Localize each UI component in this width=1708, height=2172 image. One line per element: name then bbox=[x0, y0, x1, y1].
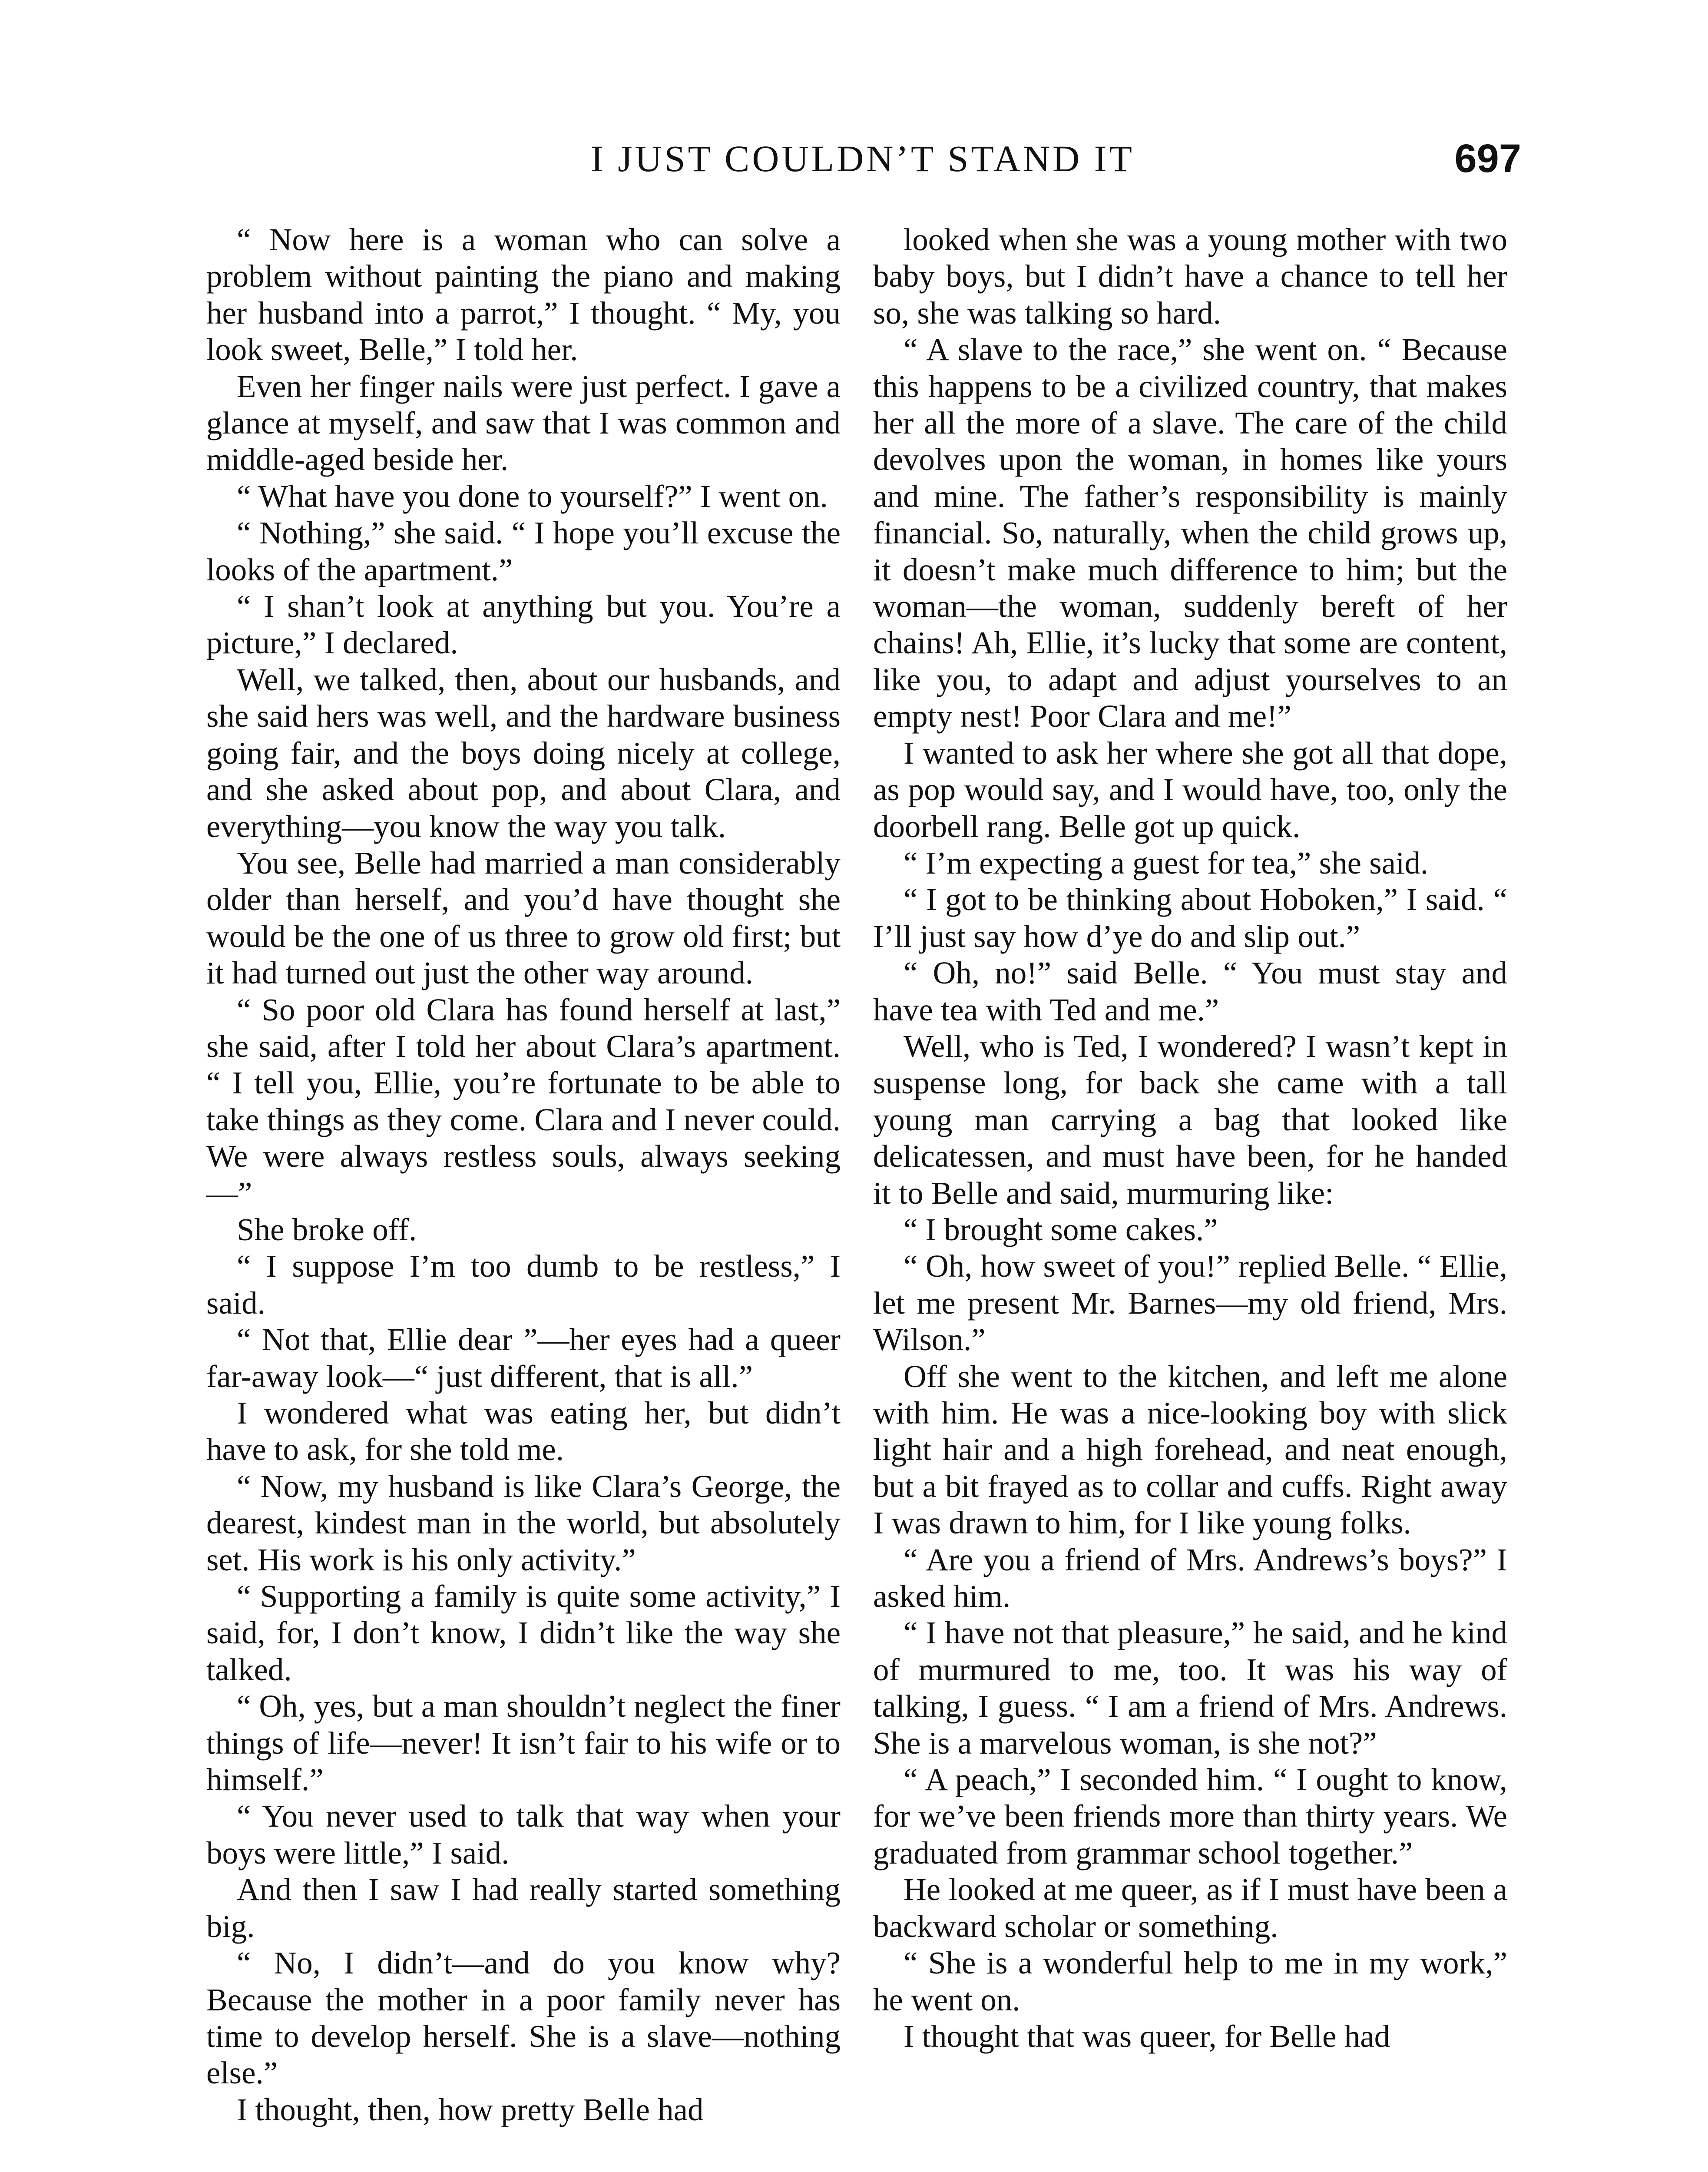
paragraph: “ No, I didn’t—and do you know why? Because the mother in a poor family never has time to develop herself. She is a slave—nothing else.” bbox=[206, 1945, 841, 2091]
paragraph: “ I shan’t look at anything but you. You’re a picture,” I declared. bbox=[206, 589, 841, 661]
paragraph: You see, Belle had married a man considerably older than herself, and you’d have thought she would be the one of us three to grow old first; but it had turned out just the other way around. bbox=[206, 845, 841, 991]
paragraph: “ Oh, no!” said Belle. “ You must stay and have tea with Ted and me.” bbox=[873, 955, 1507, 1027]
paragraph: “ I suppose I’m too dumb to be restless,” I said. bbox=[206, 1248, 841, 1321]
paragraph: “ So poor old Clara has found herself at last,” she said, after I told her about Clara’s apartment. “ I tell you, Ellie, you’re fortunate to be able to take things as they come. Clara and I never could. We were always restless souls, always seeking—” bbox=[206, 992, 841, 1211]
paragraph: “ Are you a friend of Mrs. Andrews’s boys?” I asked him. bbox=[873, 1542, 1507, 1614]
paragraph: “ I’m expecting a guest for tea,” she said. bbox=[904, 845, 1429, 881]
paragraph: “ I got to be thinking about Hoboken,” I said. “ I’ll just say how d’ye do and slip out.” bbox=[873, 882, 1507, 954]
paragraph: Well, who is Ted, I wondered? I wasn’t kept in suspense long, for back she came with a tall young man carrying a bag that looked like delicatessen, and must have been, for he handed it to Belle and said, murmuring like: bbox=[873, 1028, 1507, 1211]
paragraph: “ She is a wonderful help to me in my work,” he went on. bbox=[873, 1945, 1507, 2017]
paragraph: “ A slave to the race,” she went on. “ Because this happens to be a civilized country, that makes her all the more of a slave. The care of the child devolves upon the woman, in homes like yours and mine. The father’s responsibility is mainly financial. So, naturally, when the child grows up, it doesn’t make much difference to him; but the woman—the woman, suddenly bereft of her chains! Ah, Ellie, it’s lucky that some are content, like you, to adapt and adjust yourselves to an empty nest! Poor Clara and me!” bbox=[873, 332, 1507, 734]
paragraph: “ Now here is a woman who can solve a problem without painting the piano and making her husband into a parrot,” I thought. “ My, you look sweet, Belle,” I told her. bbox=[206, 222, 841, 368]
paragraph: “ Oh, yes, but a man shouldn’t neglect the finer things of life—never! It isn’t fair to his wife or to himself.” bbox=[206, 1689, 841, 1798]
paragraph: He looked at me queer, as if I must have been a backward scholar or something. bbox=[873, 1872, 1507, 1944]
paragraph: I wanted to ask her where she got all that dope, as pop would say, and I would have, too, only the doorbell rang. Belle got up quick. bbox=[873, 735, 1507, 844]
running-title: I JUST COULDN’T STAND IT bbox=[591, 138, 1135, 179]
paragraph: “ I brought some cakes.” bbox=[904, 1212, 1218, 1247]
right-text-column bbox=[873, 222, 1507, 2055]
paragraph: looked when she was a young mother with two baby boys, but I didn’t have a chance to tell her so, she was talking so hard. bbox=[873, 222, 1507, 331]
paragraph: “ I have not that pleasure,” he said, and he kind of murmured to me, too. It was his way of talking, I guess. “ I am a friend of Mrs. Andrews. She is a marvelous woman, is she not?” bbox=[873, 1615, 1507, 1761]
paragraph: “ Not that, Ellie dear ”—her eyes had a queer far-away look—“ just different, that is all.” bbox=[206, 1322, 841, 1394]
paragraph: “ Now, my husband is like Clara’s George, the dearest, kindest man in the world, but absolutely set. His work is his only activity.” bbox=[206, 1468, 841, 1577]
paragraph: “ Supporting a family is quite some activity,” I said, for, I don’t know, I didn’t like the way she talked. bbox=[206, 1579, 841, 1687]
paragraph: Even her finger nails were just perfect. I gave a glance at myself, and saw that I was common and middle-aged beside her. bbox=[206, 368, 841, 477]
paragraph: I wondered what was eating her, but didn’t have to ask, for she told me. bbox=[206, 1395, 841, 1467]
paragraph: “ Nothing,” she said. “ I hope you’ll excuse the looks of the apartment.” bbox=[206, 515, 841, 587]
paragraph: And then I saw I had really started something big. bbox=[206, 1872, 841, 1944]
paragraph: Off she went to the kitchen, and left me alone with him. He was a nice-looking boy with slick light hair and a high forehead, and neat enough, but a bit frayed as to collar and cuffs. Right away I was drawn to him, for I like young folks. bbox=[873, 1358, 1507, 1541]
running-head bbox=[204, 130, 1521, 187]
paragraph: “ You never used to talk that way when your boys were little,” I said. bbox=[206, 1798, 841, 1871]
left-text-column bbox=[206, 222, 841, 2128]
page-number: 697 bbox=[1454, 136, 1521, 181]
paragraph: “ Oh, how sweet of you!” replied Belle. “ Ellie, let me present Mr. Barnes—my old friend, Mrs. Wilson.” bbox=[873, 1248, 1507, 1358]
paragraph: “ A peach,” I seconded him. “ I ought to know, for we’ve been friends more than thirty years. We graduated from grammar school together.” bbox=[873, 1762, 1507, 1871]
paragraph: She broke off. bbox=[237, 1212, 417, 1247]
paragraph: I thought that was queer, for Belle had bbox=[904, 2018, 1390, 2054]
paragraph: Well, we talked, then, about our husbands, and she said hers was well, and the hardware business going fair, and the boys doing nicely at college, and she asked about pop, and about Clara, and everything—you know the way you talk. bbox=[206, 662, 841, 844]
paragraph: I thought, then, how pretty Belle had bbox=[237, 2092, 704, 2127]
paragraph: “ What have you done to yourself?” I went on. bbox=[237, 478, 828, 514]
